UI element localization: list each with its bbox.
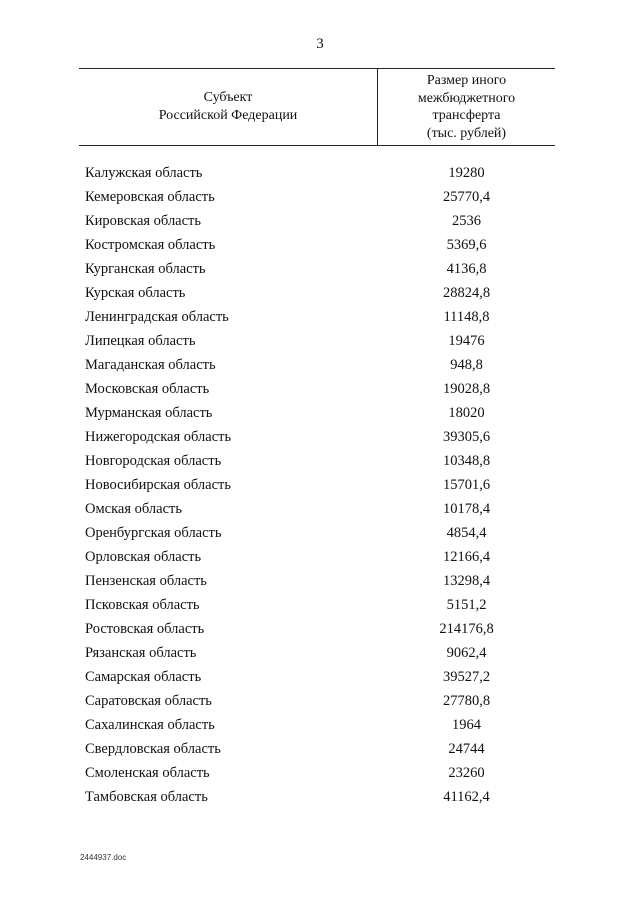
header-amount-line: межбюджетного <box>417 90 516 106</box>
header-subject-line: Субъект <box>203 90 253 105</box>
transfer-amount: 39305,6 <box>442 429 491 445</box>
region-name: Омская область <box>85 501 182 517</box>
region-name: Ленинградская область <box>85 309 229 325</box>
region-name: Тамбовская область <box>85 789 208 805</box>
transfer-amount: 11148,8 <box>443 309 490 325</box>
table-row <box>79 713 555 737</box>
table-row <box>79 401 555 425</box>
table-row <box>79 593 555 617</box>
transfer-amount: 4854,4 <box>446 525 487 541</box>
table-row <box>79 257 555 281</box>
table-row <box>79 569 555 593</box>
transfer-amount: 2536 <box>452 213 481 229</box>
transfer-amount: 19476 <box>448 333 485 349</box>
region-name: Оренбургская область <box>85 525 222 541</box>
document-filename: 2444937.doc <box>80 853 127 862</box>
region-name: Смоленская область <box>85 765 210 781</box>
transfer-amount: 4136,8 <box>446 261 487 277</box>
transfer-amount: 27780,8 <box>442 693 491 709</box>
region-name: Курская область <box>85 285 186 301</box>
region-name: Мурманская область <box>85 405 213 421</box>
table-row <box>79 281 555 305</box>
transfer-amount: 1964 <box>452 717 481 733</box>
region-name: Пензенская область <box>85 573 207 589</box>
transfer-amount: 19028,8 <box>442 381 491 397</box>
transfer-amount: 28824,8 <box>442 285 491 301</box>
transfer-amount: 19280 <box>448 165 485 181</box>
region-name: Курганская область <box>85 261 206 277</box>
region-name: Новосибирская область <box>85 477 231 493</box>
table-row <box>79 689 555 713</box>
transfer-amount: 10348,8 <box>442 453 491 469</box>
table-body <box>79 161 555 809</box>
table-row <box>79 329 555 353</box>
table-row <box>79 377 555 401</box>
region-name: Калужская область <box>85 165 203 181</box>
header-amount-line: (тыс. рублей) <box>426 125 507 141</box>
table-row <box>79 641 555 665</box>
transfer-amount: 25770,4 <box>442 189 491 205</box>
transfer-amount: 10178,4 <box>442 501 491 517</box>
region-name: Костромская область <box>85 237 216 253</box>
table-row <box>79 521 555 545</box>
region-name: Орловская область <box>85 549 202 565</box>
region-name: Саратовская область <box>85 693 212 709</box>
transfer-amount: 24744 <box>448 741 485 757</box>
table-row <box>79 233 555 257</box>
transfer-amount: 23260 <box>448 765 485 781</box>
region-name: Ростовская область <box>85 621 205 637</box>
region-name: Московская область <box>85 381 210 397</box>
region-name: Рязанская область <box>85 645 197 661</box>
table-row <box>79 305 555 329</box>
table-row <box>79 665 555 689</box>
table-row <box>79 161 555 185</box>
region-name: Свердловская область <box>85 741 221 757</box>
table-row <box>79 449 555 473</box>
table-header <box>79 68 555 146</box>
region-name: Липецкая область <box>85 333 196 349</box>
header-amount-line: Размер иного <box>426 73 507 88</box>
table-row <box>79 545 555 569</box>
transfer-amount: 9062,4 <box>446 645 487 661</box>
transfer-amount: 41162,4 <box>443 789 490 805</box>
table-row <box>79 497 555 521</box>
table-row <box>79 617 555 641</box>
table-row <box>79 425 555 449</box>
table-row <box>79 737 555 761</box>
table-row <box>79 473 555 497</box>
region-name: Новгородская область <box>85 453 222 469</box>
header-amount-line: трансферта <box>432 108 501 123</box>
region-name: Нижегородская область <box>85 429 232 445</box>
transfer-amount: 5151,2 <box>446 597 487 613</box>
table-row <box>79 785 555 809</box>
transfer-table <box>79 68 555 809</box>
table-row <box>79 209 555 233</box>
table-row <box>79 185 555 209</box>
transfer-amount: 15701,6 <box>442 477 491 493</box>
transfer-amount: 12166,4 <box>442 549 491 565</box>
table-row <box>79 353 555 377</box>
region-name: Псковская область <box>85 597 200 613</box>
transfer-amount: 39527,2 <box>442 669 491 685</box>
region-name: Магаданская область <box>85 357 216 373</box>
header-subject-line: Российской Федерации <box>158 108 298 123</box>
transfer-amount: 13298,4 <box>442 573 491 589</box>
header-amount <box>378 72 555 142</box>
region-name: Сахалинская область <box>85 717 215 733</box>
transfer-amount: 214176,8 <box>439 621 494 637</box>
table-row <box>79 761 555 785</box>
page-number: 3 <box>316 36 324 52</box>
transfer-amount: 5369,6 <box>446 237 487 253</box>
region-name: Кировская область <box>85 213 202 229</box>
transfer-amount: 948,8 <box>450 357 483 373</box>
transfer-amount: 18020 <box>448 405 485 421</box>
region-name: Самарская область <box>85 669 202 685</box>
region-name: Кемеровская область <box>85 189 215 205</box>
header-subject <box>79 89 377 125</box>
